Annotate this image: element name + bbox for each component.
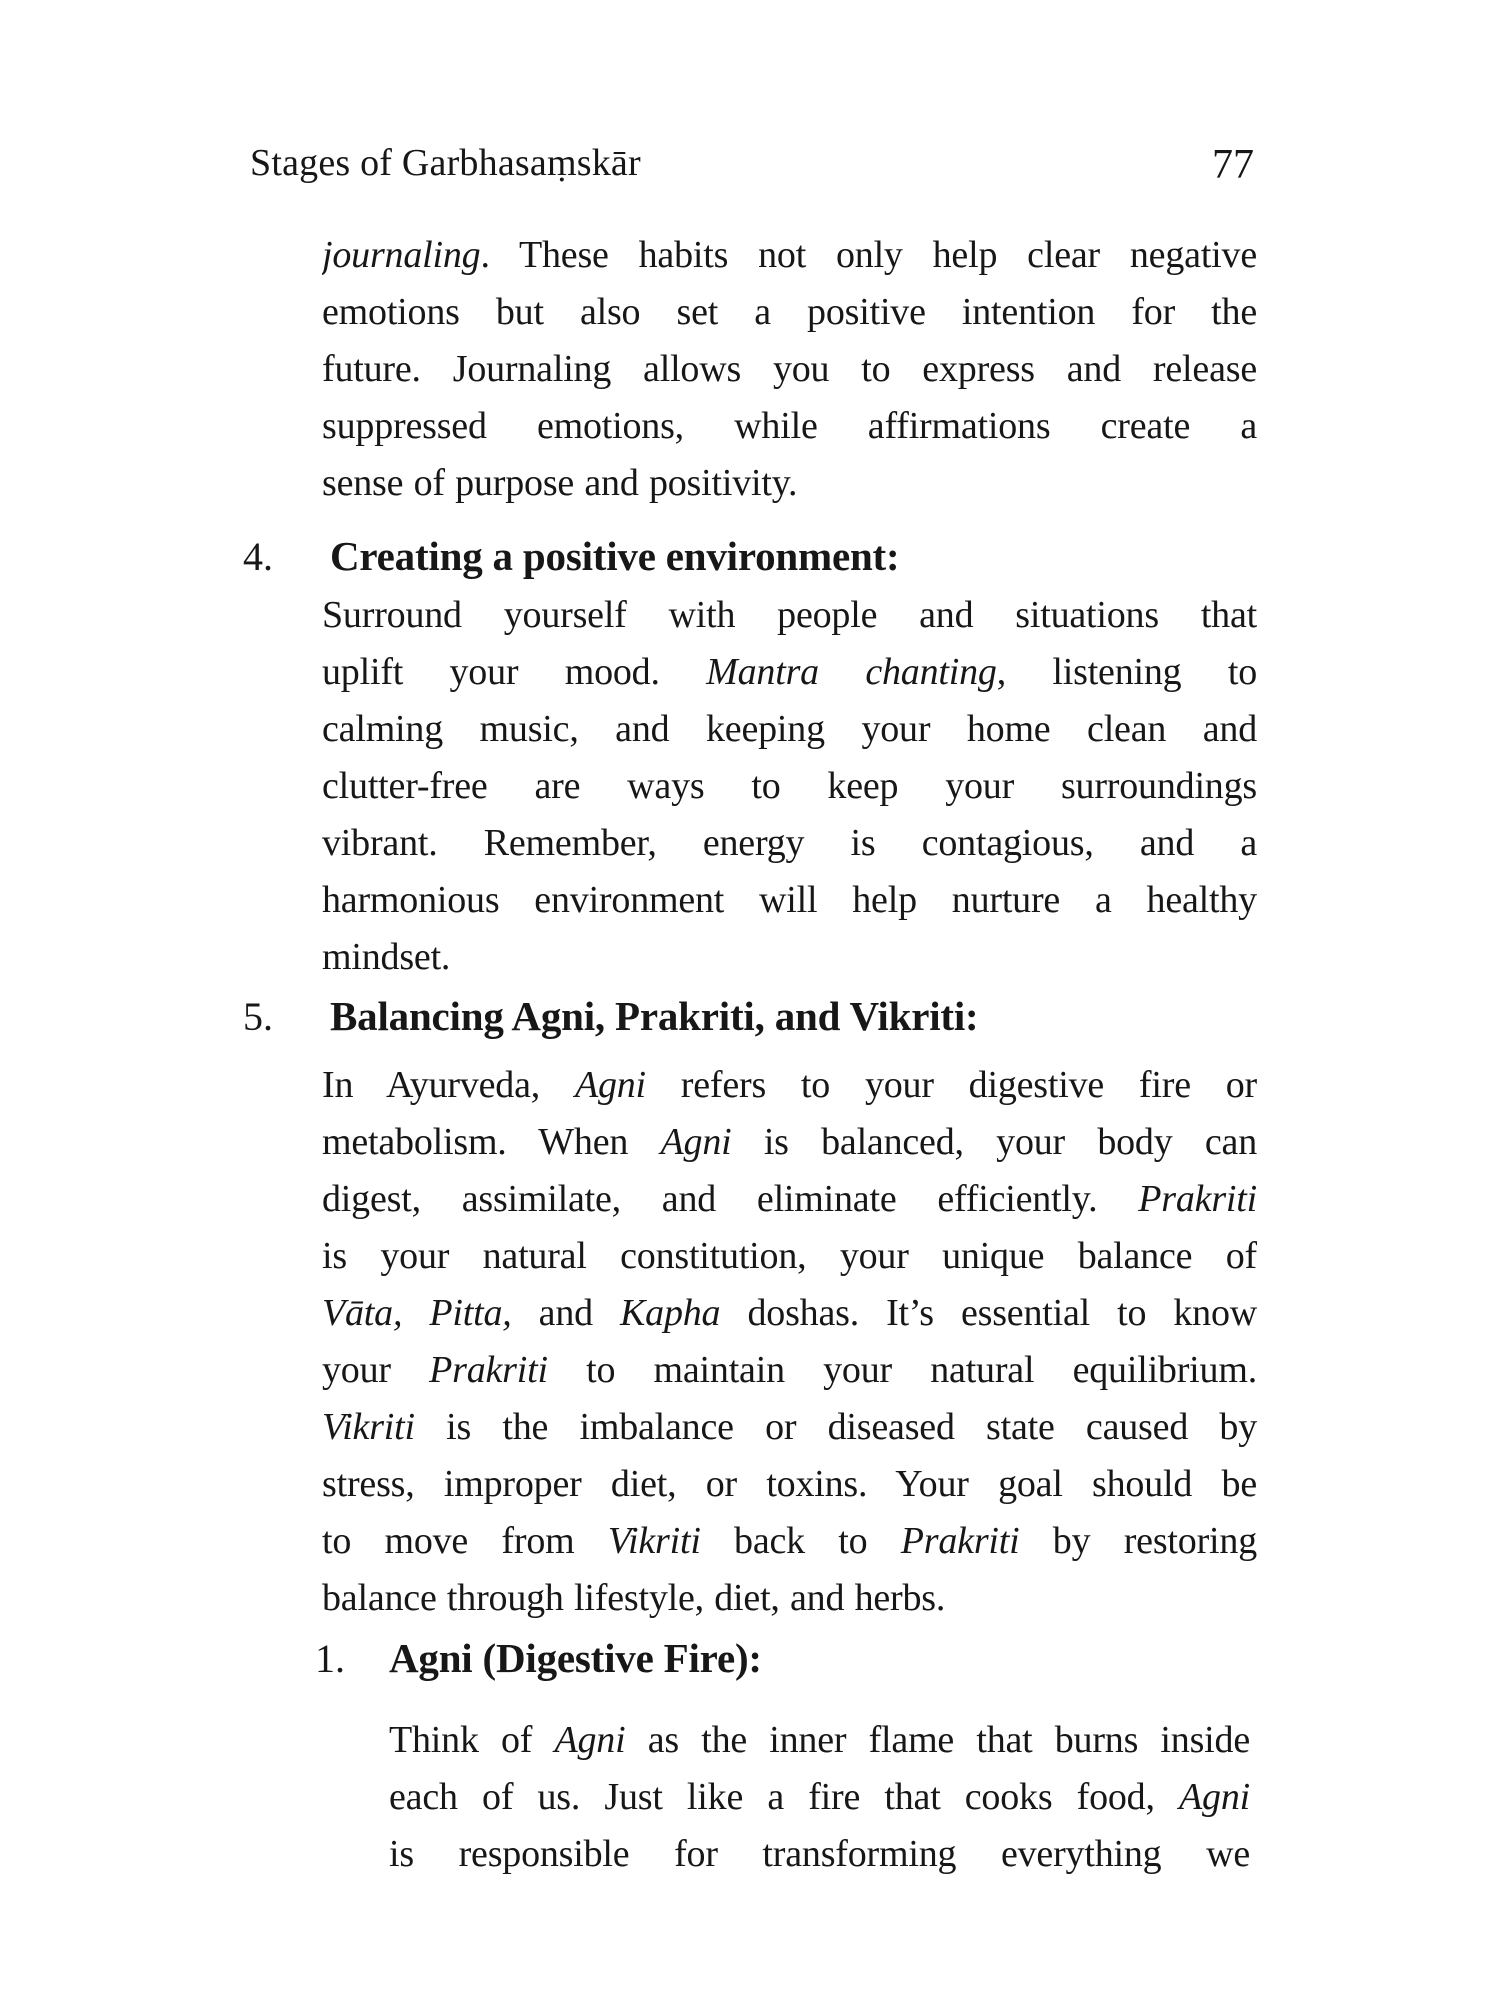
- text-segment: harmonious environment will help nurture a healthy: [322, 879, 1257, 921]
- text-line: [322, 1570, 1257, 1627]
- sub-item-1-heading: [389, 1630, 1250, 1687]
- italic-term: Agni: [660, 1121, 732, 1163]
- text-segment: clutter-free are ways to keep your surroundings: [322, 765, 1257, 807]
- text-line: [322, 701, 1257, 758]
- text-line: [322, 341, 1257, 398]
- item-4-heading: [330, 528, 1265, 585]
- text-line: [322, 1513, 1257, 1570]
- text-segment: and: [511, 1292, 621, 1334]
- text-line: [389, 1712, 1250, 1769]
- text-segment: to move from: [322, 1520, 608, 1562]
- text-segment: Agni (Digestive Fire):: [389, 1635, 762, 1681]
- item-5-number: 5.: [243, 994, 273, 1039]
- text-segment: emotions but also set a positive intention for the: [322, 291, 1257, 333]
- text-line: [322, 1171, 1257, 1228]
- sub-item-1-number: 1.: [315, 1636, 345, 1681]
- text-segment: by restoring: [1019, 1520, 1257, 1562]
- text-line: [322, 815, 1257, 872]
- text-line: [322, 1399, 1257, 1456]
- italic-term: Agni: [1179, 1776, 1250, 1818]
- text-segment: Think of: [389, 1719, 555, 1761]
- text-segment: future. Journaling allows you to express and release: [322, 348, 1257, 390]
- italic-term: Kapha: [620, 1292, 721, 1334]
- italic-term: Prakriti: [429, 1349, 548, 1391]
- text-segment: Surround yourself with people and situations that: [322, 594, 1257, 636]
- text-segment: digest, assimilate, and eliminate efficiently.: [322, 1178, 1139, 1220]
- text-segment: uplift your mood.: [322, 651, 707, 693]
- text-segment: is your natural constitution, your unique balance of: [322, 1235, 1257, 1277]
- text-line: [322, 644, 1257, 701]
- text-segment: refers to your digestive fire or: [645, 1064, 1257, 1106]
- italic-term: Prakriti: [1138, 1178, 1257, 1220]
- text-line: [322, 398, 1257, 455]
- text-segment: stress, improper diet, or toxins. Your goal should be: [322, 1463, 1257, 1505]
- italic-term: Mantra chanting: [706, 651, 997, 693]
- text-segment: doshas. It’s essential to know: [720, 1292, 1257, 1334]
- item-5-heading: [330, 988, 1265, 1045]
- text-segment: sense of purpose and positivity.: [322, 462, 798, 504]
- italic-term: Agni: [554, 1719, 626, 1761]
- text-line: [389, 1630, 1250, 1687]
- item-5-paragraph: [322, 1057, 1257, 1627]
- text-segment: is responsible for transforming everything we: [389, 1833, 1250, 1875]
- item-4-number: 4.: [243, 534, 273, 579]
- text-segment: suppressed emotions, while affirmations create a: [322, 405, 1257, 447]
- item-4-paragraph: [322, 587, 1257, 986]
- intro-paragraph: [322, 227, 1257, 512]
- agni-paragraph: [389, 1712, 1250, 1883]
- text-segment: Balancing Agni, Prakriti, and Vikriti:: [330, 993, 979, 1039]
- text-segment: your: [322, 1349, 430, 1391]
- page-number: 77: [1212, 142, 1254, 188]
- italic-term: Vikriti: [322, 1406, 415, 1448]
- italic-term: Vikriti: [607, 1520, 701, 1562]
- italic-term: Prakriti: [900, 1520, 1020, 1562]
- text-segment: to maintain your natural equilibrium.: [547, 1349, 1257, 1391]
- text-segment: each of us. Just like a fire that cooks food,: [389, 1776, 1180, 1818]
- text-line: [389, 1826, 1250, 1883]
- text-segment: . These habits not only help clear negative: [480, 234, 1257, 276]
- text-line: [322, 1342, 1257, 1399]
- text-segment: In Ayurveda,: [322, 1064, 575, 1106]
- text-line: [322, 455, 1257, 512]
- text-segment: vibrant. Remember, energy is contagious, and a: [322, 822, 1257, 864]
- text-segment: Creating a positive environment:: [330, 533, 900, 579]
- text-line: [322, 587, 1257, 644]
- text-segment: calming music, and keeping your home clean and: [322, 708, 1257, 750]
- text-line: [322, 872, 1257, 929]
- text-segment: as the inner flame that burns inside: [625, 1719, 1250, 1761]
- text-segment: is balanced, your body can: [731, 1121, 1257, 1163]
- text-segment: balance through lifestyle, diet, and herbs.: [322, 1577, 946, 1619]
- text-line: [322, 1114, 1257, 1171]
- text-segment: is the imbalance or diseased state caused by: [414, 1406, 1257, 1448]
- text-line: [389, 1769, 1250, 1826]
- italic-term: Vāta, Pitta,: [322, 1292, 512, 1334]
- text-segment: back to: [700, 1520, 901, 1562]
- text-line: [322, 1456, 1257, 1513]
- italic-term: journaling: [322, 234, 481, 276]
- text-line: [322, 929, 1257, 986]
- text-line: [322, 1228, 1257, 1285]
- text-line: [322, 1285, 1257, 1342]
- text-line: [322, 758, 1257, 815]
- text-line: [322, 227, 1257, 284]
- text-line: [322, 284, 1257, 341]
- italic-term: Agni: [574, 1064, 646, 1106]
- text-line: [322, 1057, 1257, 1114]
- text-segment: metabolism. When: [322, 1121, 661, 1163]
- text-line: [330, 988, 1265, 1045]
- text-segment: mindset.: [322, 936, 451, 978]
- text-segment: , listening to: [996, 651, 1257, 693]
- text-line: [330, 528, 1265, 585]
- running-header-title: Stages of Garbhasaṃskār: [250, 142, 641, 184]
